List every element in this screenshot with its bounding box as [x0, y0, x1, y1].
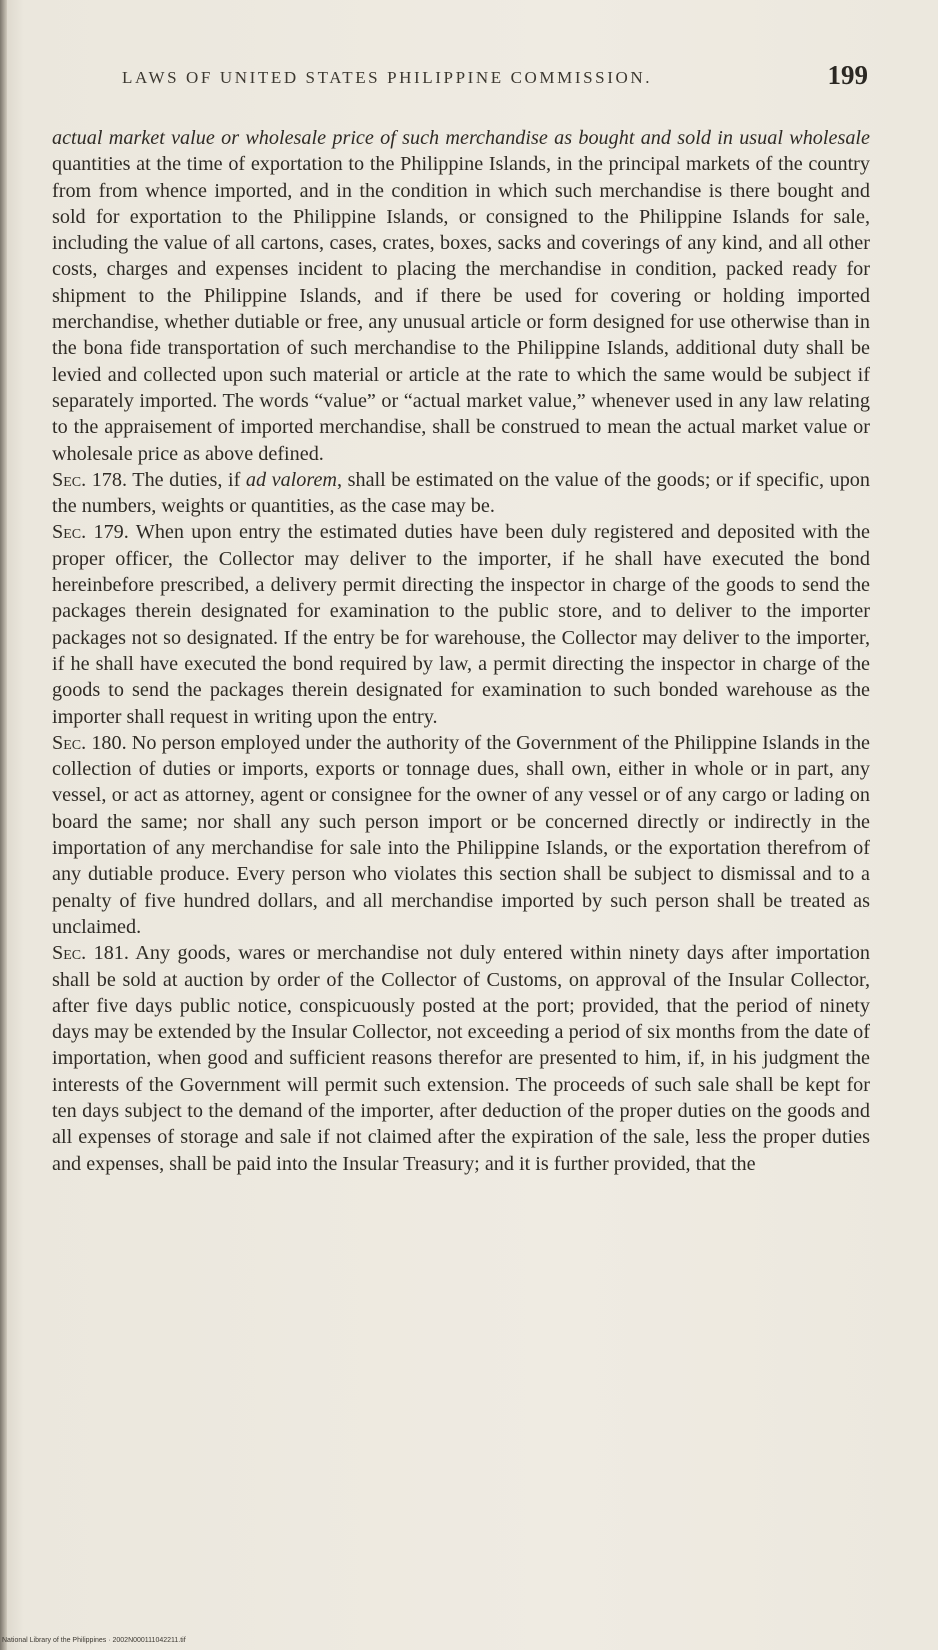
- paragraph-text: No person employed under the authority of the Government of the Philippine Islands in the collection of duties or imports, exports or tonnage dues, shall own, either in whole or in part, any vessel, or act as attorney, agent or consignee for the owner of any vessel or of any cargo or lading on board the same; nor shall any such person import or be concerned directly or indirectly in the importation of any merchandise for sale into the Philippine Islands, or the exportation therefrom of any dutiable produce. Every person who violates this section shall be subject to dismissal and to a penalty of five hundred dollars, and all merchandise imported by such person shall be treated as unclaimed.: [52, 731, 870, 938]
- paragraph-text: , shall be estimated on the value of the goods; or if specific, upon the numbers, weights or quantities, as the case may be.: [52, 468, 870, 518]
- paragraph-sec-181: [52, 940, 870, 1177]
- scan-credit: National Library of the Philippines · 2002N000111042211.tif: [2, 1637, 186, 1644]
- paragraph-text: The duties, if: [127, 468, 246, 491]
- body-text: [52, 125, 870, 1625]
- paragraph-sec-179: [52, 519, 870, 729]
- section-label: Sec. 178.: [52, 468, 128, 491]
- paragraph-sec-178: [52, 467, 870, 520]
- paragraph-continuation: [52, 125, 870, 467]
- paragraph-text: quantities at the time of exportation to the Philippine Islands, in the principal markets of the country from from whence imported, and in the condition in which such merchandise is there bought and sold for exportation to the Philippine Islands, or consigned to the Philippine Islands for sale, including the value of all cartons, cases, crates, boxes, sacks and coverings of any kind, and all other costs, charges and expenses incident to placing the merchandise in condition, packed ready for shipment to the Philippine Islands, and if there be used for covering or holding imported merchandise, whether dutiable or free, any unusual article or form designed for use otherwise than in the bona fide transportation of such merchandise to the Philippine Islands, additional duty shall be levied and collected upon such material or article at the rate to which the same would be subject if separately imported. The words “value” or “actual market value,” whenever used in any law relating to the appraisement of imported merchandise, shall be construed to mean the actual market value or wholesale price as above defined.: [52, 153, 870, 465]
- italic-lead: actual market value or wholesale price of such merchandise as bought and sold in usual wholesale: [52, 127, 870, 149]
- page-number: 199: [827, 60, 868, 90]
- page-spine-shadow: [0, 0, 7, 1650]
- paragraph-text: Any goods, wares or merchandise not duly entered within ninety days after importation shall be sold at auction by order of the Collector of Customs, on approval of the Insular Collector, after five days public notice, conspicuously posted at the port; provided, that the period of ninety days may be extended by the Insular Collector, not exceeding a period of six months from the date of importation, when good and sufficient reasons therefor are presented to him, if, in his judgment the interests of the Government will permit such extension. The proceeds of such sale shall be kept for ten days subject to the demand of the importer, after deduction of the proper duties on the goods and all expenses of storage and sale if not claimed after the expiration of the sale, less the proper duties and expenses, shall be paid into the Insular Treasury; and it is further provided, that the: [52, 942, 870, 1175]
- section-label: Sec. 179.: [52, 521, 129, 544]
- section-label: Sec. 180.: [52, 731, 127, 754]
- section-label: Sec. 181.: [52, 942, 129, 965]
- running-head: LAWS OF UNITED STATES PHILIPPINE COMMISSION.: [122, 68, 653, 87]
- paragraph-sec-180: [52, 730, 870, 940]
- paragraph-text: When upon entry the estimated duties have been duly registered and deposited with the proper officer, the Collector may deliver to the importer, if he shall have executed the bond hereinbefore prescribed, a delivery permit directing the inspector in charge of the goods to send the packages therein designated for examination to the public store, and to deliver to the importer packages not so designated. If the entry be for warehouse, the Collector may deliver to the importer, if he shall have executed the bond required by law, a permit directing the inspector in charge of the goods to send the packages therein designated for examination to such bonded warehouse as the importer shall request in writing upon the entry.: [52, 521, 870, 728]
- italic-term: ad valorem: [245, 468, 338, 491]
- page-header: [118, 60, 868, 100]
